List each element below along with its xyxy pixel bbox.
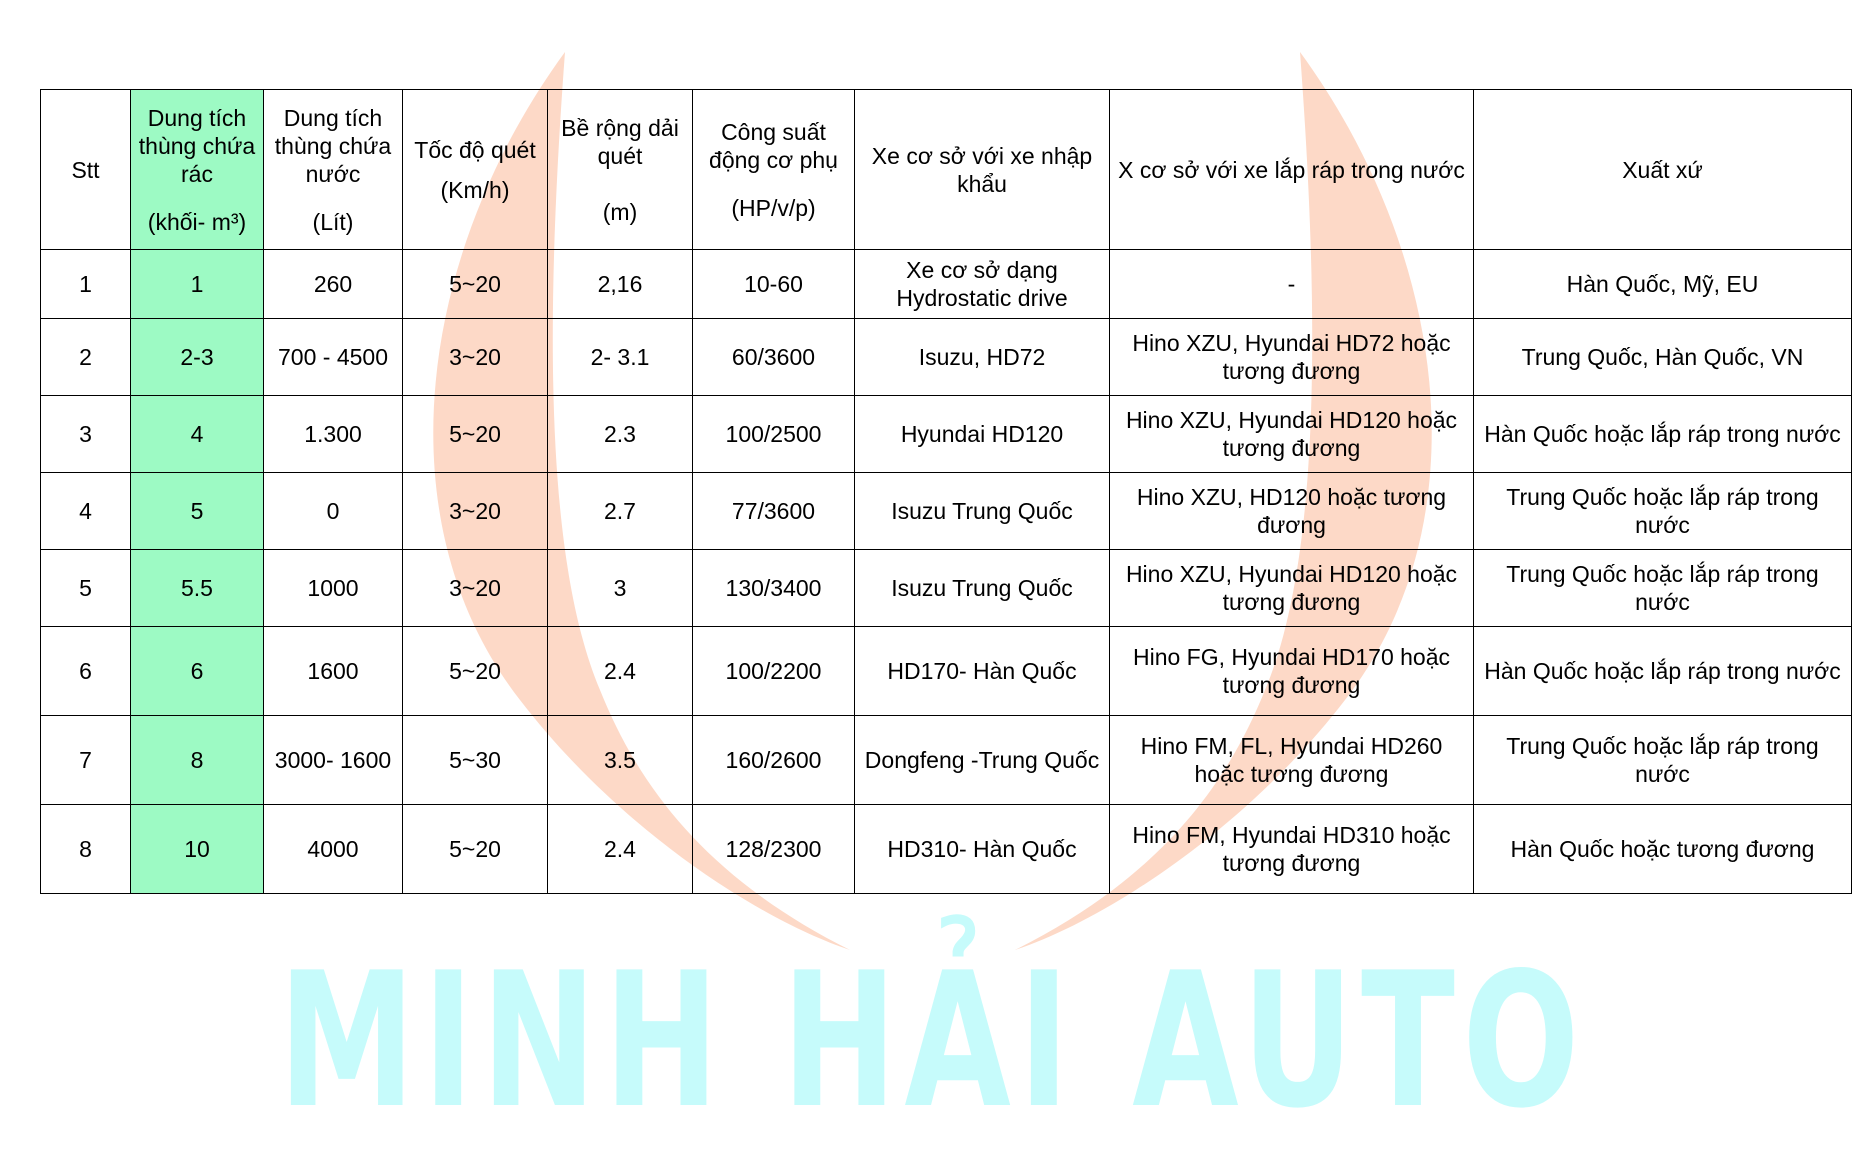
header-label: Dung tích thùng chứa rác — [138, 104, 256, 187]
table-cell: 2.4 — [548, 805, 693, 894]
table-cell: 3~20 — [403, 473, 548, 550]
table-row — [41, 805, 1852, 894]
table-row — [41, 319, 1852, 396]
table-cell: Trung Quốc hoặc lắp ráp trong nước — [1474, 473, 1852, 550]
table-row — [41, 396, 1852, 473]
table-cell: Hàn Quốc hoặc tương đương — [1474, 805, 1852, 894]
table-cell: 0 — [264, 473, 403, 550]
table-cell: 128/2300 — [693, 805, 855, 894]
table-cell: 130/3400 — [693, 550, 855, 627]
table-cell: 3~20 — [403, 550, 548, 627]
table-cell: 160/2600 — [693, 716, 855, 805]
header-unit: (Lít) — [312, 208, 354, 235]
table-cell: 3 — [41, 396, 131, 473]
table-cell: 2- 3.1 — [548, 319, 693, 396]
table-cell: 3000- 1600 — [264, 716, 403, 805]
table-cell: 1 — [131, 250, 264, 319]
header-unit: (Km/h) — [440, 176, 510, 203]
table-cell: - — [1110, 250, 1474, 319]
table-cell: 5~20 — [403, 250, 548, 319]
table-cell: 2 — [41, 319, 131, 396]
spec-table-body — [41, 90, 1852, 894]
table-cell: 3~20 — [403, 319, 548, 396]
table-cell: 4 — [41, 473, 131, 550]
table-cell: Hino XZU, Hyundai HD120 hoặc tương đương — [1110, 396, 1474, 473]
header-cell-8 — [1474, 90, 1852, 250]
table-cell: Hino XZU, Hyundai HD72 hoặc tương đương — [1110, 319, 1474, 396]
header-cell-6 — [855, 90, 1110, 250]
table-cell: Hino FM, FL, Hyundai HD260 hoặc tương đương — [1110, 716, 1474, 805]
header-unit: (HP/v/p) — [731, 194, 816, 221]
table-row — [41, 550, 1852, 627]
table-cell: 6 — [131, 627, 264, 716]
table-cell: 8 — [41, 805, 131, 894]
table-cell: 100/2200 — [693, 627, 855, 716]
header-unit: (khối- m³) — [147, 208, 247, 235]
table-row — [41, 250, 1852, 319]
table-cell: 5 — [41, 550, 131, 627]
header-label: X cơ sở với xe lắp ráp trong nước — [1118, 156, 1465, 183]
table-cell: 100/2500 — [693, 396, 855, 473]
table-cell: Hàn Quốc hoặc lắp ráp trong nước — [1474, 627, 1852, 716]
table-cell: Hino XZU, HD120 hoặc tương đương — [1110, 473, 1474, 550]
header-cell-2 — [264, 90, 403, 250]
header-label: Bề rộng dải quét — [561, 114, 679, 169]
watermark-text: MINH HẢI AUTO — [278, 932, 1587, 1149]
header-label: Tốc độ quét — [414, 136, 536, 163]
header-label: Xe cơ sở với xe nhập khẩu — [871, 142, 1093, 197]
header-cell-5 — [693, 90, 855, 250]
table-cell: Hàn Quốc hoặc lắp ráp trong nước — [1474, 396, 1852, 473]
table-cell: 1600 — [264, 627, 403, 716]
header-cell-4 — [548, 90, 693, 250]
header-unit: (m) — [602, 198, 638, 225]
table-cell: 10 — [131, 805, 264, 894]
table-cell: 5~20 — [403, 805, 548, 894]
table-cell: 700 - 4500 — [264, 319, 403, 396]
table-cell: 5~20 — [403, 396, 548, 473]
header-row — [41, 90, 1852, 250]
table-cell: 2-3 — [131, 319, 264, 396]
table-cell: 2.3 — [548, 396, 693, 473]
table-cell: 260 — [264, 250, 403, 319]
table-cell: 60/3600 — [693, 319, 855, 396]
table-cell: 2.4 — [548, 627, 693, 716]
table-cell: 10-60 — [693, 250, 855, 319]
header-label: Công suất động cơ phụ — [709, 118, 838, 173]
header-cell-3 — [403, 90, 548, 250]
table-cell: 3 — [548, 550, 693, 627]
table-cell: 4000 — [264, 805, 403, 894]
table-cell: Trung Quốc hoặc lắp ráp trong nước — [1474, 550, 1852, 627]
table-cell: 2,16 — [548, 250, 693, 319]
table-cell: 77/3600 — [693, 473, 855, 550]
table-cell: Hyundai HD120 — [855, 396, 1110, 473]
table-row — [41, 716, 1852, 805]
table-cell: Isuzu Trung Quốc — [855, 473, 1110, 550]
header-cell-1 — [131, 90, 264, 250]
table-cell: Hino FM, Hyundai HD310 hoặc tương đương — [1110, 805, 1474, 894]
table-cell: 5~30 — [403, 716, 548, 805]
header-cell-7 — [1110, 90, 1474, 250]
table-cell: 6 — [41, 627, 131, 716]
table-cell: 7 — [41, 716, 131, 805]
table-cell: 5 — [131, 473, 264, 550]
table-cell: Isuzu Trung Quốc — [855, 550, 1110, 627]
table-cell: Xe cơ sở dạng Hydrostatic drive — [855, 250, 1110, 319]
table-cell: HD310- Hàn Quốc — [855, 805, 1110, 894]
table-cell: Hino XZU, Hyundai HD120 hoặc tương đương — [1110, 550, 1474, 627]
table-cell: Hino FG, Hyundai HD170 hoặc tương đương — [1110, 627, 1474, 716]
table-cell: Trung Quốc, Hàn Quốc, VN — [1474, 319, 1852, 396]
table-cell: Trung Quốc hoặc lắp ráp trong nước — [1474, 716, 1852, 805]
header-label: Stt — [71, 156, 100, 183]
table-cell: 2.7 — [548, 473, 693, 550]
table-cell: 8 — [131, 716, 264, 805]
table-cell: 4 — [131, 396, 264, 473]
table-cell: 5.5 — [131, 550, 264, 627]
table-row — [41, 627, 1852, 716]
table-cell: 1000 — [264, 550, 403, 627]
table-cell: 1.300 — [264, 396, 403, 473]
header-cell-0 — [41, 90, 131, 250]
header-label: Dung tích thùng chứa nước — [274, 104, 392, 187]
table-cell: Dongfeng -Trung Quốc — [855, 716, 1110, 805]
table-cell: HD170- Hàn Quốc — [855, 627, 1110, 716]
table-cell: Hàn Quốc, Mỹ, EU — [1474, 250, 1852, 319]
table-cell: 5~20 — [403, 627, 548, 716]
header-label: Xuất xứ — [1622, 156, 1703, 183]
table-cell: Isuzu, HD72 — [855, 319, 1110, 396]
table-row — [41, 473, 1852, 550]
table-cell: 1 — [41, 250, 131, 319]
table-cell: 3.5 — [548, 716, 693, 805]
spec-table — [40, 89, 1852, 894]
